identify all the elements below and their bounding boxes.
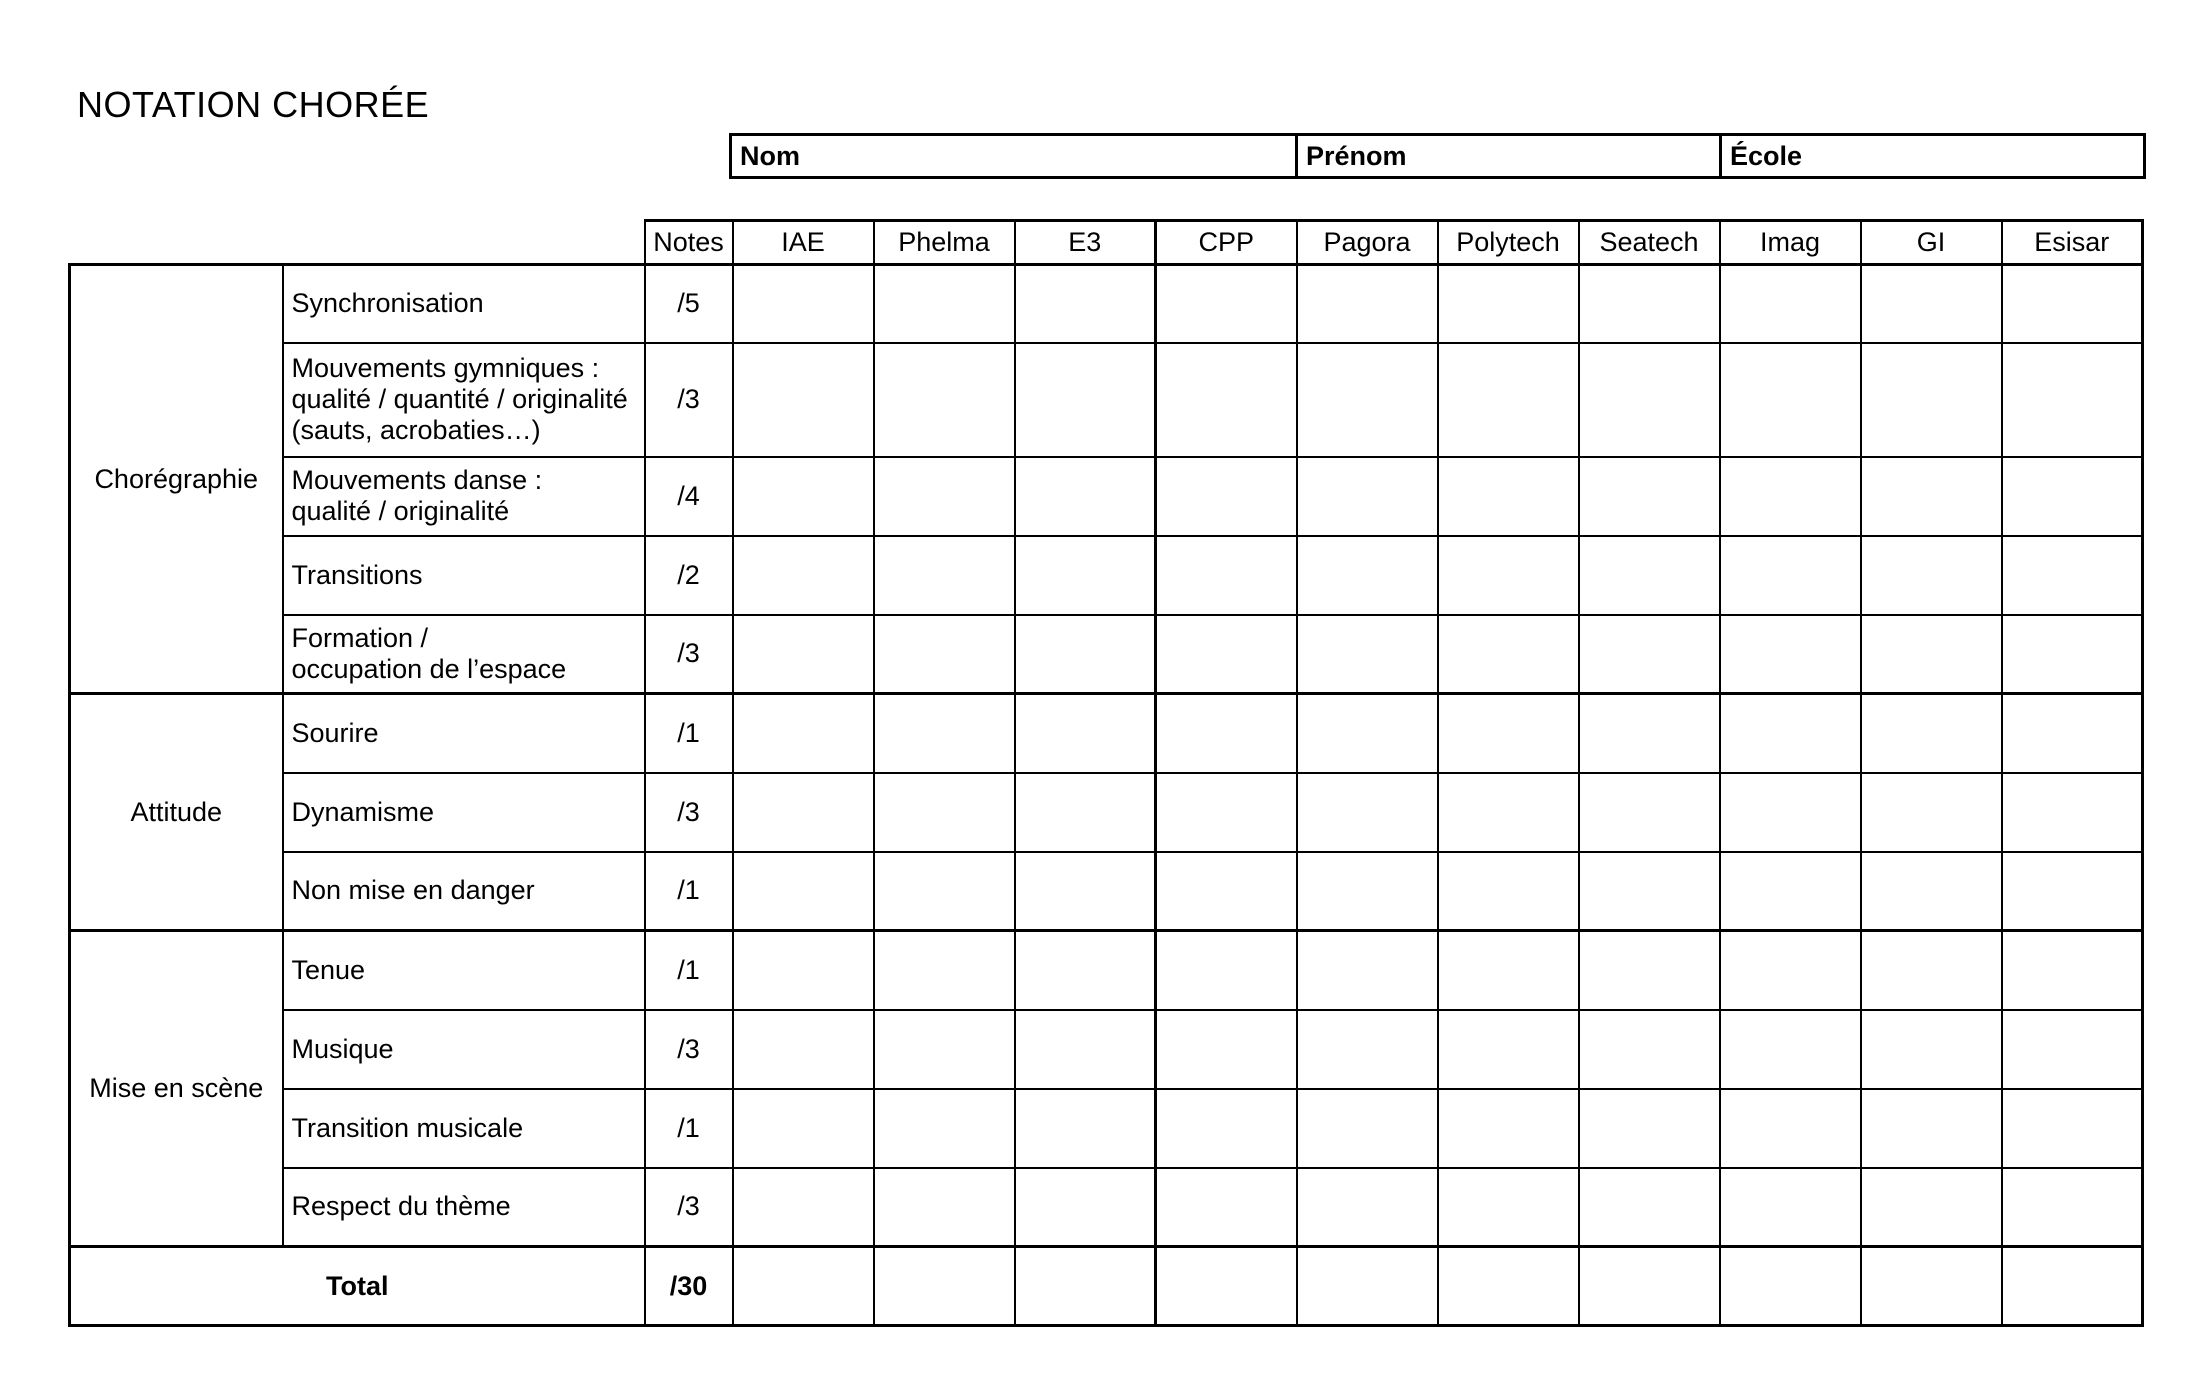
criterion-label: Mouvements danse : qualité / originalité <box>283 457 645 536</box>
score-cell[interactable] <box>1156 1089 1297 1168</box>
score-cell[interactable] <box>874 343 1015 457</box>
score-cell[interactable] <box>1156 1010 1297 1089</box>
score-cell[interactable] <box>733 773 874 852</box>
score-cell[interactable] <box>1720 694 1861 773</box>
score-cell[interactable] <box>1297 1010 1438 1089</box>
total-score-cell[interactable] <box>1579 1247 1720 1326</box>
criterion-row <box>70 457 2143 536</box>
score-cell[interactable] <box>1579 773 1720 852</box>
total-row <box>70 1247 2143 1326</box>
score-cell[interactable] <box>874 265 1015 343</box>
score-cell[interactable] <box>1438 1168 1579 1247</box>
total-score-cell[interactable] <box>1861 1247 2002 1326</box>
score-cell[interactable] <box>2002 615 2143 694</box>
total-score-cell[interactable] <box>1015 1247 1156 1326</box>
score-cell[interactable] <box>733 1010 874 1089</box>
score-cell[interactable] <box>733 694 874 773</box>
score-cell[interactable] <box>1015 536 1156 615</box>
score-cell[interactable] <box>1720 1010 1861 1089</box>
score-cell[interactable] <box>874 694 1015 773</box>
score-cell[interactable] <box>1156 265 1297 343</box>
score-cell[interactable] <box>733 265 874 343</box>
score-cell[interactable] <box>1015 1168 1156 1247</box>
criterion-label: Tenue <box>283 931 645 1010</box>
empty-corner <box>283 221 645 265</box>
score-cell[interactable] <box>874 931 1015 1010</box>
total-score-cell[interactable] <box>1720 1247 1861 1326</box>
score-cell[interactable] <box>733 615 874 694</box>
score-cell[interactable] <box>874 615 1015 694</box>
score-cell[interactable] <box>2002 773 2143 852</box>
score-cell[interactable] <box>1156 457 1297 536</box>
page-title: NOTATION CHORÉE <box>77 84 430 125</box>
score-cell[interactable] <box>1720 1168 1861 1247</box>
criterion-row <box>70 1010 2143 1089</box>
score-cell[interactable] <box>1015 773 1156 852</box>
notes-header: Notes <box>645 221 733 265</box>
criterion-label: Formation / occupation de l’espace <box>283 615 645 694</box>
score-cell[interactable] <box>733 343 874 457</box>
score-cell[interactable] <box>1720 615 1861 694</box>
score-cell[interactable] <box>1438 265 1579 343</box>
score-cell[interactable] <box>1579 931 1720 1010</box>
score-cell[interactable] <box>1297 1089 1438 1168</box>
score-cell[interactable] <box>1015 694 1156 773</box>
score-cell[interactable] <box>1015 265 1156 343</box>
school-header: IAE <box>733 221 874 265</box>
score-cell[interactable] <box>874 1010 1015 1089</box>
score-cell[interactable] <box>1861 852 2002 931</box>
prenom-field[interactable] <box>1297 135 1721 178</box>
criterion-label: Musique <box>283 1010 645 1089</box>
score-cell[interactable] <box>1438 1010 1579 1089</box>
score-cell[interactable] <box>1297 615 1438 694</box>
category-label: Chorégraphie <box>70 265 283 694</box>
criterion-row <box>70 931 2143 1010</box>
total-score-cell[interactable] <box>2002 1247 2143 1326</box>
category-label: Attitude <box>70 694 283 931</box>
max-score: /5 <box>645 265 733 343</box>
score-cell[interactable] <box>874 852 1015 931</box>
score-cell[interactable] <box>1861 1089 2002 1168</box>
score-cell[interactable] <box>1438 852 1579 931</box>
score-cell[interactable] <box>2002 265 2143 343</box>
score-cell[interactable] <box>1015 1089 1156 1168</box>
criterion-label: Transitions <box>283 536 645 615</box>
score-cell[interactable] <box>1861 931 2002 1010</box>
criterion-row <box>70 852 2143 931</box>
score-cell[interactable] <box>874 536 1015 615</box>
max-score: /3 <box>645 773 733 852</box>
score-cell[interactable] <box>1297 694 1438 773</box>
school-header: CPP <box>1156 221 1297 265</box>
school-header: Pagora <box>1297 221 1438 265</box>
max-score: /3 <box>645 1010 733 1089</box>
score-cell[interactable] <box>2002 343 2143 457</box>
score-cell[interactable] <box>1156 694 1297 773</box>
criterion-row <box>70 265 2143 343</box>
max-score: /1 <box>645 852 733 931</box>
total-score-cell[interactable] <box>733 1247 874 1326</box>
score-cell[interactable] <box>1156 343 1297 457</box>
criterion-label: Sourire <box>283 694 645 773</box>
score-cell[interactable] <box>1720 343 1861 457</box>
score-cell[interactable] <box>1861 536 2002 615</box>
school-header: Polytech <box>1438 221 1579 265</box>
score-cell[interactable] <box>1156 931 1297 1010</box>
score-cell[interactable] <box>2002 457 2143 536</box>
score-cell[interactable] <box>1861 343 2002 457</box>
score-cell[interactable] <box>874 457 1015 536</box>
score-cell[interactable] <box>1156 852 1297 931</box>
criterion-row <box>70 1089 2143 1168</box>
criterion-label: Mouvements gymniques : qualité / quantité / originalité (sauts, acrobaties…) <box>283 343 645 457</box>
scoring-grid <box>68 219 2144 1327</box>
score-cell[interactable] <box>874 773 1015 852</box>
score-cell[interactable] <box>1015 1010 1156 1089</box>
total-label: Total <box>70 1247 645 1326</box>
score-cell[interactable] <box>1720 931 1861 1010</box>
criterion-label: Transition musicale <box>283 1089 645 1168</box>
score-cell[interactable] <box>1720 1089 1861 1168</box>
school-header: Imag <box>1720 221 1861 265</box>
ecole-label: École <box>1730 140 1803 171</box>
total-score-cell[interactable] <box>1156 1247 1297 1326</box>
max-score: /4 <box>645 457 733 536</box>
score-cell[interactable] <box>1861 773 2002 852</box>
score-cell[interactable] <box>1720 852 1861 931</box>
criterion-row <box>70 615 2143 694</box>
score-cell[interactable] <box>1579 694 1720 773</box>
score-cell[interactable] <box>1438 615 1579 694</box>
score-cell[interactable] <box>1156 773 1297 852</box>
max-score: /3 <box>645 343 733 457</box>
score-cell[interactable] <box>1438 931 1579 1010</box>
score-cell[interactable] <box>1438 694 1579 773</box>
score-cell[interactable] <box>874 1089 1015 1168</box>
score-cell[interactable] <box>1297 852 1438 931</box>
school-header: GI <box>1861 221 2002 265</box>
score-cell[interactable] <box>1861 457 2002 536</box>
max-score: /2 <box>645 536 733 615</box>
criterion-row <box>70 694 2143 773</box>
score-cell[interactable] <box>1438 343 1579 457</box>
score-cell[interactable] <box>1297 265 1438 343</box>
score-cell[interactable] <box>1579 343 1720 457</box>
score-cell[interactable] <box>1015 615 1156 694</box>
column-header-row <box>70 221 2143 265</box>
criterion-label: Synchronisation <box>283 265 645 343</box>
max-score: /1 <box>645 694 733 773</box>
score-cell[interactable] <box>1579 1010 1720 1089</box>
score-cell[interactable] <box>2002 694 2143 773</box>
score-cell[interactable] <box>1720 536 1861 615</box>
score-cell[interactable] <box>1579 1089 1720 1168</box>
max-score: /1 <box>645 931 733 1010</box>
empty-corner <box>70 221 283 265</box>
score-cell[interactable] <box>1861 1010 2002 1089</box>
max-score: /3 <box>645 1168 733 1247</box>
score-cell[interactable] <box>1579 615 1720 694</box>
score-cell[interactable] <box>1297 1168 1438 1247</box>
score-cell[interactable] <box>1156 1168 1297 1247</box>
score-cell[interactable] <box>1861 615 2002 694</box>
school-header: Esisar <box>2002 221 2143 265</box>
score-cell[interactable] <box>1861 694 2002 773</box>
score-cell[interactable] <box>1579 536 1720 615</box>
school-header: E3 <box>1015 221 1156 265</box>
category-label: Mise en scène <box>70 931 283 1247</box>
score-cell[interactable] <box>1015 457 1156 536</box>
identity-table <box>729 133 2146 179</box>
score-cell[interactable] <box>1297 343 1438 457</box>
prenom-label: Prénom <box>1306 140 1407 171</box>
total-score-cell[interactable] <box>1297 1247 1438 1326</box>
score-cell[interactable] <box>1720 773 1861 852</box>
score-cell[interactable] <box>1579 852 1720 931</box>
score-cell[interactable] <box>1720 457 1861 536</box>
score-cell[interactable] <box>1579 265 1720 343</box>
score-cell[interactable] <box>2002 852 2143 931</box>
score-cell[interactable] <box>1861 265 2002 343</box>
total-max: /30 <box>645 1247 733 1326</box>
score-cell[interactable] <box>2002 1168 2143 1247</box>
criterion-row <box>70 1168 2143 1247</box>
score-cell[interactable] <box>1438 773 1579 852</box>
score-cell[interactable] <box>733 1089 874 1168</box>
score-cell[interactable] <box>1297 536 1438 615</box>
score-cell[interactable] <box>733 852 874 931</box>
max-score: /3 <box>645 615 733 694</box>
school-header: Seatech <box>1579 221 1720 265</box>
score-cell[interactable] <box>1438 1089 1579 1168</box>
ecole-field[interactable] <box>1721 135 2145 178</box>
criterion-row <box>70 343 2143 457</box>
criterion-row <box>70 536 2143 615</box>
score-cell[interactable] <box>2002 1089 2143 1168</box>
total-score-cell[interactable] <box>1438 1247 1579 1326</box>
score-cell[interactable] <box>1579 457 1720 536</box>
score-cell[interactable] <box>1297 773 1438 852</box>
score-cell[interactable] <box>1015 931 1156 1010</box>
score-cell[interactable] <box>1015 343 1156 457</box>
criterion-label: Dynamisme <box>283 773 645 852</box>
score-cell[interactable] <box>2002 536 2143 615</box>
nom-field[interactable] <box>731 135 1297 178</box>
criterion-label: Respect du thème <box>283 1168 645 1247</box>
score-cell[interactable] <box>1015 852 1156 931</box>
score-cell[interactable] <box>1297 931 1438 1010</box>
score-cell[interactable] <box>1861 1168 2002 1247</box>
nom-label: Nom <box>740 140 800 171</box>
score-cell[interactable] <box>2002 1010 2143 1089</box>
score-cell[interactable] <box>733 536 874 615</box>
score-cell[interactable] <box>2002 931 2143 1010</box>
score-cell[interactable] <box>1438 457 1579 536</box>
score-cell[interactable] <box>733 931 874 1010</box>
score-cell[interactable] <box>874 1168 1015 1247</box>
score-cell[interactable] <box>733 1168 874 1247</box>
criterion-label: Non mise en danger <box>283 852 645 931</box>
score-cell[interactable] <box>1297 457 1438 536</box>
criterion-row <box>70 773 2143 852</box>
score-cell[interactable] <box>733 457 874 536</box>
max-score: /1 <box>645 1089 733 1168</box>
score-cell[interactable] <box>1156 536 1297 615</box>
score-cell[interactable] <box>1579 1168 1720 1247</box>
score-cell[interactable] <box>1720 265 1861 343</box>
total-score-cell[interactable] <box>874 1247 1015 1326</box>
score-cell[interactable] <box>1156 615 1297 694</box>
school-header: Phelma <box>874 221 1015 265</box>
score-cell[interactable] <box>1438 536 1579 615</box>
